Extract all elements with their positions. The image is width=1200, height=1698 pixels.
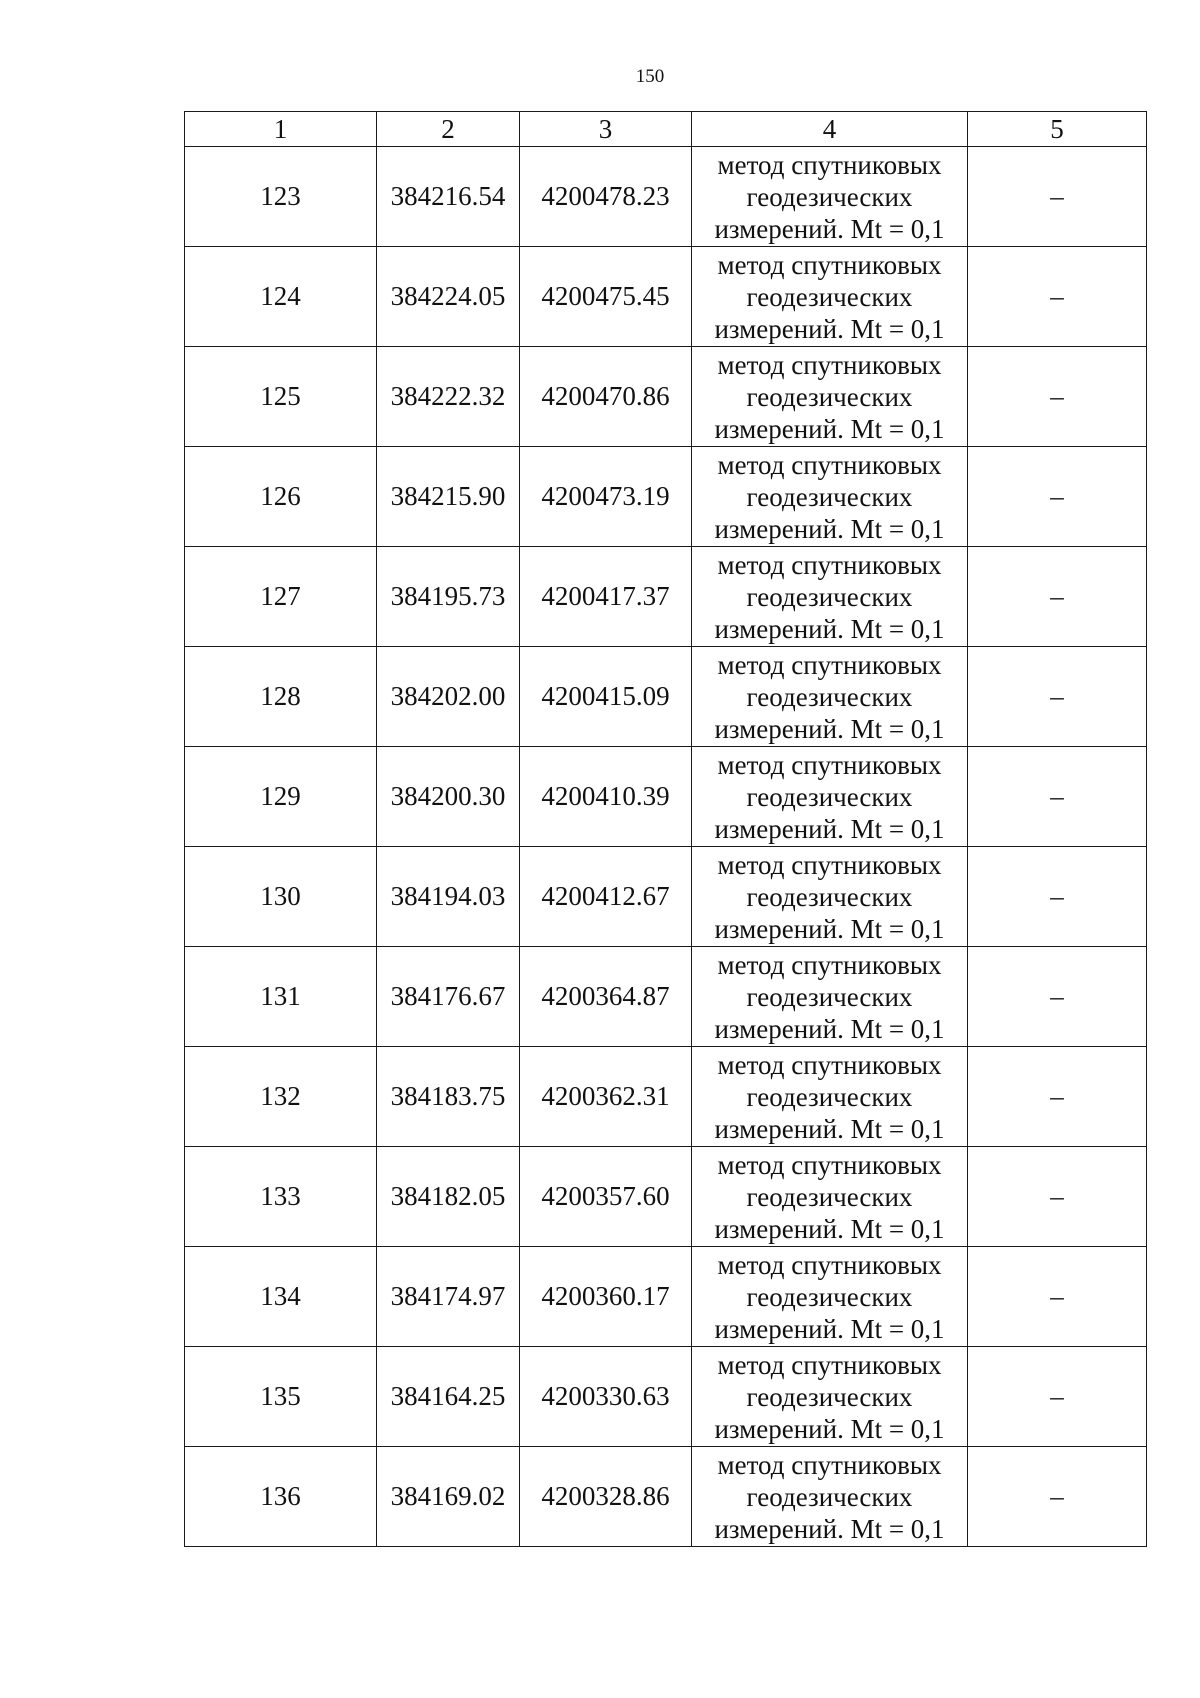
- point-number-cell: 135: [185, 1347, 377, 1447]
- note-cell: –: [968, 547, 1147, 647]
- table-row: [185, 747, 1147, 847]
- coordinate-x-cell: 384183.75: [377, 1047, 520, 1147]
- coordinate-y-cell: 4200330.63: [520, 1347, 692, 1447]
- point-number-cell: 124: [185, 247, 377, 347]
- header-col-4: 4: [692, 112, 968, 147]
- method-text-line: метод спутниковых: [717, 1149, 942, 1180]
- table-row: [185, 647, 1147, 747]
- table-row: [185, 947, 1147, 1047]
- method-text-line: геодезических: [746, 1381, 913, 1412]
- coordinate-x-cell: 384224.05: [377, 247, 520, 347]
- method-text-line: метод спутниковых: [717, 349, 942, 380]
- header-row: [185, 112, 1147, 147]
- note-cell: –: [968, 447, 1147, 547]
- method-text-line: геодезических: [746, 881, 913, 912]
- point-number-cell: 126: [185, 447, 377, 547]
- table-row: [185, 347, 1147, 447]
- method-text-line: измерений. Mt = 0,1: [714, 1513, 945, 1544]
- point-number-cell: 128: [185, 647, 377, 747]
- method-cell: [692, 1147, 968, 1247]
- method-text-line: измерений. Mt = 0,1: [714, 1313, 945, 1344]
- table-row: [185, 1147, 1147, 1247]
- note-cell: –: [968, 1247, 1147, 1347]
- method-text-line: геодезических: [746, 581, 913, 612]
- coordinate-x-cell: 384222.32: [377, 347, 520, 447]
- method-cell: [692, 347, 968, 447]
- method-text-line: метод спутниковых: [717, 849, 942, 880]
- method-text-line: метод спутниковых: [717, 449, 942, 480]
- method-text-line: измерений. Mt = 0,1: [714, 813, 945, 844]
- page-number: 150: [635, 66, 665, 87]
- method-text-line: геодезических: [746, 1081, 913, 1112]
- coordinate-y-cell: 4200362.31: [520, 1047, 692, 1147]
- method-text-line: метод спутниковых: [717, 149, 942, 180]
- method-text-line: измерений. Mt = 0,1: [714, 1013, 945, 1044]
- method-text-line: геодезических: [746, 681, 913, 712]
- point-number-cell: 123: [185, 147, 377, 247]
- method-text-line: геодезических: [746, 181, 913, 212]
- coordinate-x-cell: 384176.67: [377, 947, 520, 1047]
- point-number-cell: 125: [185, 347, 377, 447]
- coordinate-y-cell: 4200357.60: [520, 1147, 692, 1247]
- header-col-3: 3: [520, 112, 692, 147]
- method-text-line: метод спутниковых: [717, 1249, 942, 1280]
- table-row: [185, 1347, 1147, 1447]
- note-cell: –: [968, 347, 1147, 447]
- note-cell: –: [968, 147, 1147, 247]
- note-cell: –: [968, 947, 1147, 1047]
- coordinate-y-cell: 4200417.37: [520, 547, 692, 647]
- coordinate-y-cell: 4200475.45: [520, 247, 692, 347]
- method-cell: [692, 1047, 968, 1147]
- table-row: [185, 1047, 1147, 1147]
- method-text-line: измерений. Mt = 0,1: [714, 1213, 945, 1244]
- point-number-cell: 130: [185, 847, 377, 947]
- coordinate-y-cell: 4200473.19: [520, 447, 692, 547]
- header-col-1: 1: [185, 112, 377, 147]
- note-cell: –: [968, 1447, 1147, 1547]
- method-text-line: геодезических: [746, 1281, 913, 1312]
- method-text-line: измерений. Mt = 0,1: [714, 913, 945, 944]
- coordinate-y-cell: 4200412.67: [520, 847, 692, 947]
- method-text-line: геодезических: [746, 481, 913, 512]
- table-row: [185, 847, 1147, 947]
- method-text-line: метод спутниковых: [717, 1049, 942, 1080]
- coordinate-x-cell: 384194.03: [377, 847, 520, 947]
- header-col-2: 2: [377, 112, 520, 147]
- method-cell: [692, 847, 968, 947]
- note-cell: –: [968, 1347, 1147, 1447]
- coordinate-y-cell: 4200478.23: [520, 147, 692, 247]
- method-text-line: геодезических: [746, 781, 913, 812]
- method-text-line: метод спутниковых: [717, 949, 942, 980]
- method-cell: [692, 647, 968, 747]
- method-cell: [692, 447, 968, 547]
- coordinate-y-cell: 4200364.87: [520, 947, 692, 1047]
- coordinate-x-cell: 384164.25: [377, 1347, 520, 1447]
- coordinate-y-cell: 4200415.09: [520, 647, 692, 747]
- method-text-line: геодезических: [746, 1481, 913, 1512]
- note-cell: –: [968, 647, 1147, 747]
- method-text-line: метод спутниковых: [717, 749, 942, 780]
- note-cell: –: [968, 847, 1147, 947]
- method-cell: [692, 547, 968, 647]
- method-cell: [692, 1347, 968, 1447]
- table-row: [185, 1447, 1147, 1547]
- method-text-line: геодезических: [746, 381, 913, 412]
- table-body: [185, 147, 1147, 1547]
- point-number-cell: 132: [185, 1047, 377, 1147]
- header-col-5: 5: [968, 112, 1147, 147]
- coordinate-x-cell: 384182.05: [377, 1147, 520, 1247]
- method-text-line: геодезических: [746, 1181, 913, 1212]
- method-cell: [692, 1447, 968, 1547]
- method-text-line: измерений. Mt = 0,1: [714, 313, 945, 344]
- point-number-cell: 127: [185, 547, 377, 647]
- coordinate-x-cell: 384169.02: [377, 1447, 520, 1547]
- note-cell: –: [968, 1047, 1147, 1147]
- table-row: [185, 247, 1147, 347]
- method-text-line: измерений. Mt = 0,1: [714, 513, 945, 544]
- method-text-line: метод спутниковых: [717, 1349, 942, 1380]
- coordinate-y-cell: 4200470.86: [520, 347, 692, 447]
- table-row: [185, 1247, 1147, 1347]
- method-text-line: метод спутниковых: [717, 249, 942, 280]
- method-text-line: измерений. Mt = 0,1: [714, 413, 945, 444]
- coordinates-table: [184, 111, 1147, 1547]
- method-text-line: измерений. Mt = 0,1: [714, 613, 945, 644]
- coordinate-y-cell: 4200410.39: [520, 747, 692, 847]
- method-text-line: метод спутниковых: [717, 649, 942, 680]
- method-cell: [692, 1247, 968, 1347]
- method-text-line: измерений. Mt = 0,1: [714, 713, 945, 744]
- method-cell: [692, 747, 968, 847]
- method-cell: [692, 947, 968, 1047]
- point-number-cell: 134: [185, 1247, 377, 1347]
- method-text-line: измерений. Mt = 0,1: [714, 1413, 945, 1444]
- coordinate-x-cell: 384215.90: [377, 447, 520, 547]
- method-text-line: геодезических: [746, 281, 913, 312]
- method-text-line: измерений. Mt = 0,1: [714, 1113, 945, 1144]
- method-cell: [692, 247, 968, 347]
- coordinate-y-cell: 4200328.86: [520, 1447, 692, 1547]
- table-row: [185, 547, 1147, 647]
- method-text-line: метод спутниковых: [717, 549, 942, 580]
- point-number-cell: 133: [185, 1147, 377, 1247]
- point-number-cell: 129: [185, 747, 377, 847]
- method-text-line: метод спутниковых: [717, 1449, 942, 1480]
- note-cell: –: [968, 1147, 1147, 1247]
- note-cell: –: [968, 747, 1147, 847]
- note-cell: –: [968, 247, 1147, 347]
- point-number-cell: 131: [185, 947, 377, 1047]
- table-row: [185, 447, 1147, 547]
- method-text-line: измерений. Mt = 0,1: [714, 213, 945, 244]
- method-text-line: геодезических: [746, 981, 913, 1012]
- method-cell: [692, 147, 968, 247]
- table-header: [185, 112, 1147, 147]
- coordinate-x-cell: 384195.73: [377, 547, 520, 647]
- coordinate-x-cell: 384202.00: [377, 647, 520, 747]
- point-number-cell: 136: [185, 1447, 377, 1547]
- table-row: [185, 147, 1147, 247]
- coordinate-x-cell: 384200.30: [377, 747, 520, 847]
- coordinate-y-cell: 4200360.17: [520, 1247, 692, 1347]
- coordinate-x-cell: 384174.97: [377, 1247, 520, 1347]
- coordinate-x-cell: 384216.54: [377, 147, 520, 247]
